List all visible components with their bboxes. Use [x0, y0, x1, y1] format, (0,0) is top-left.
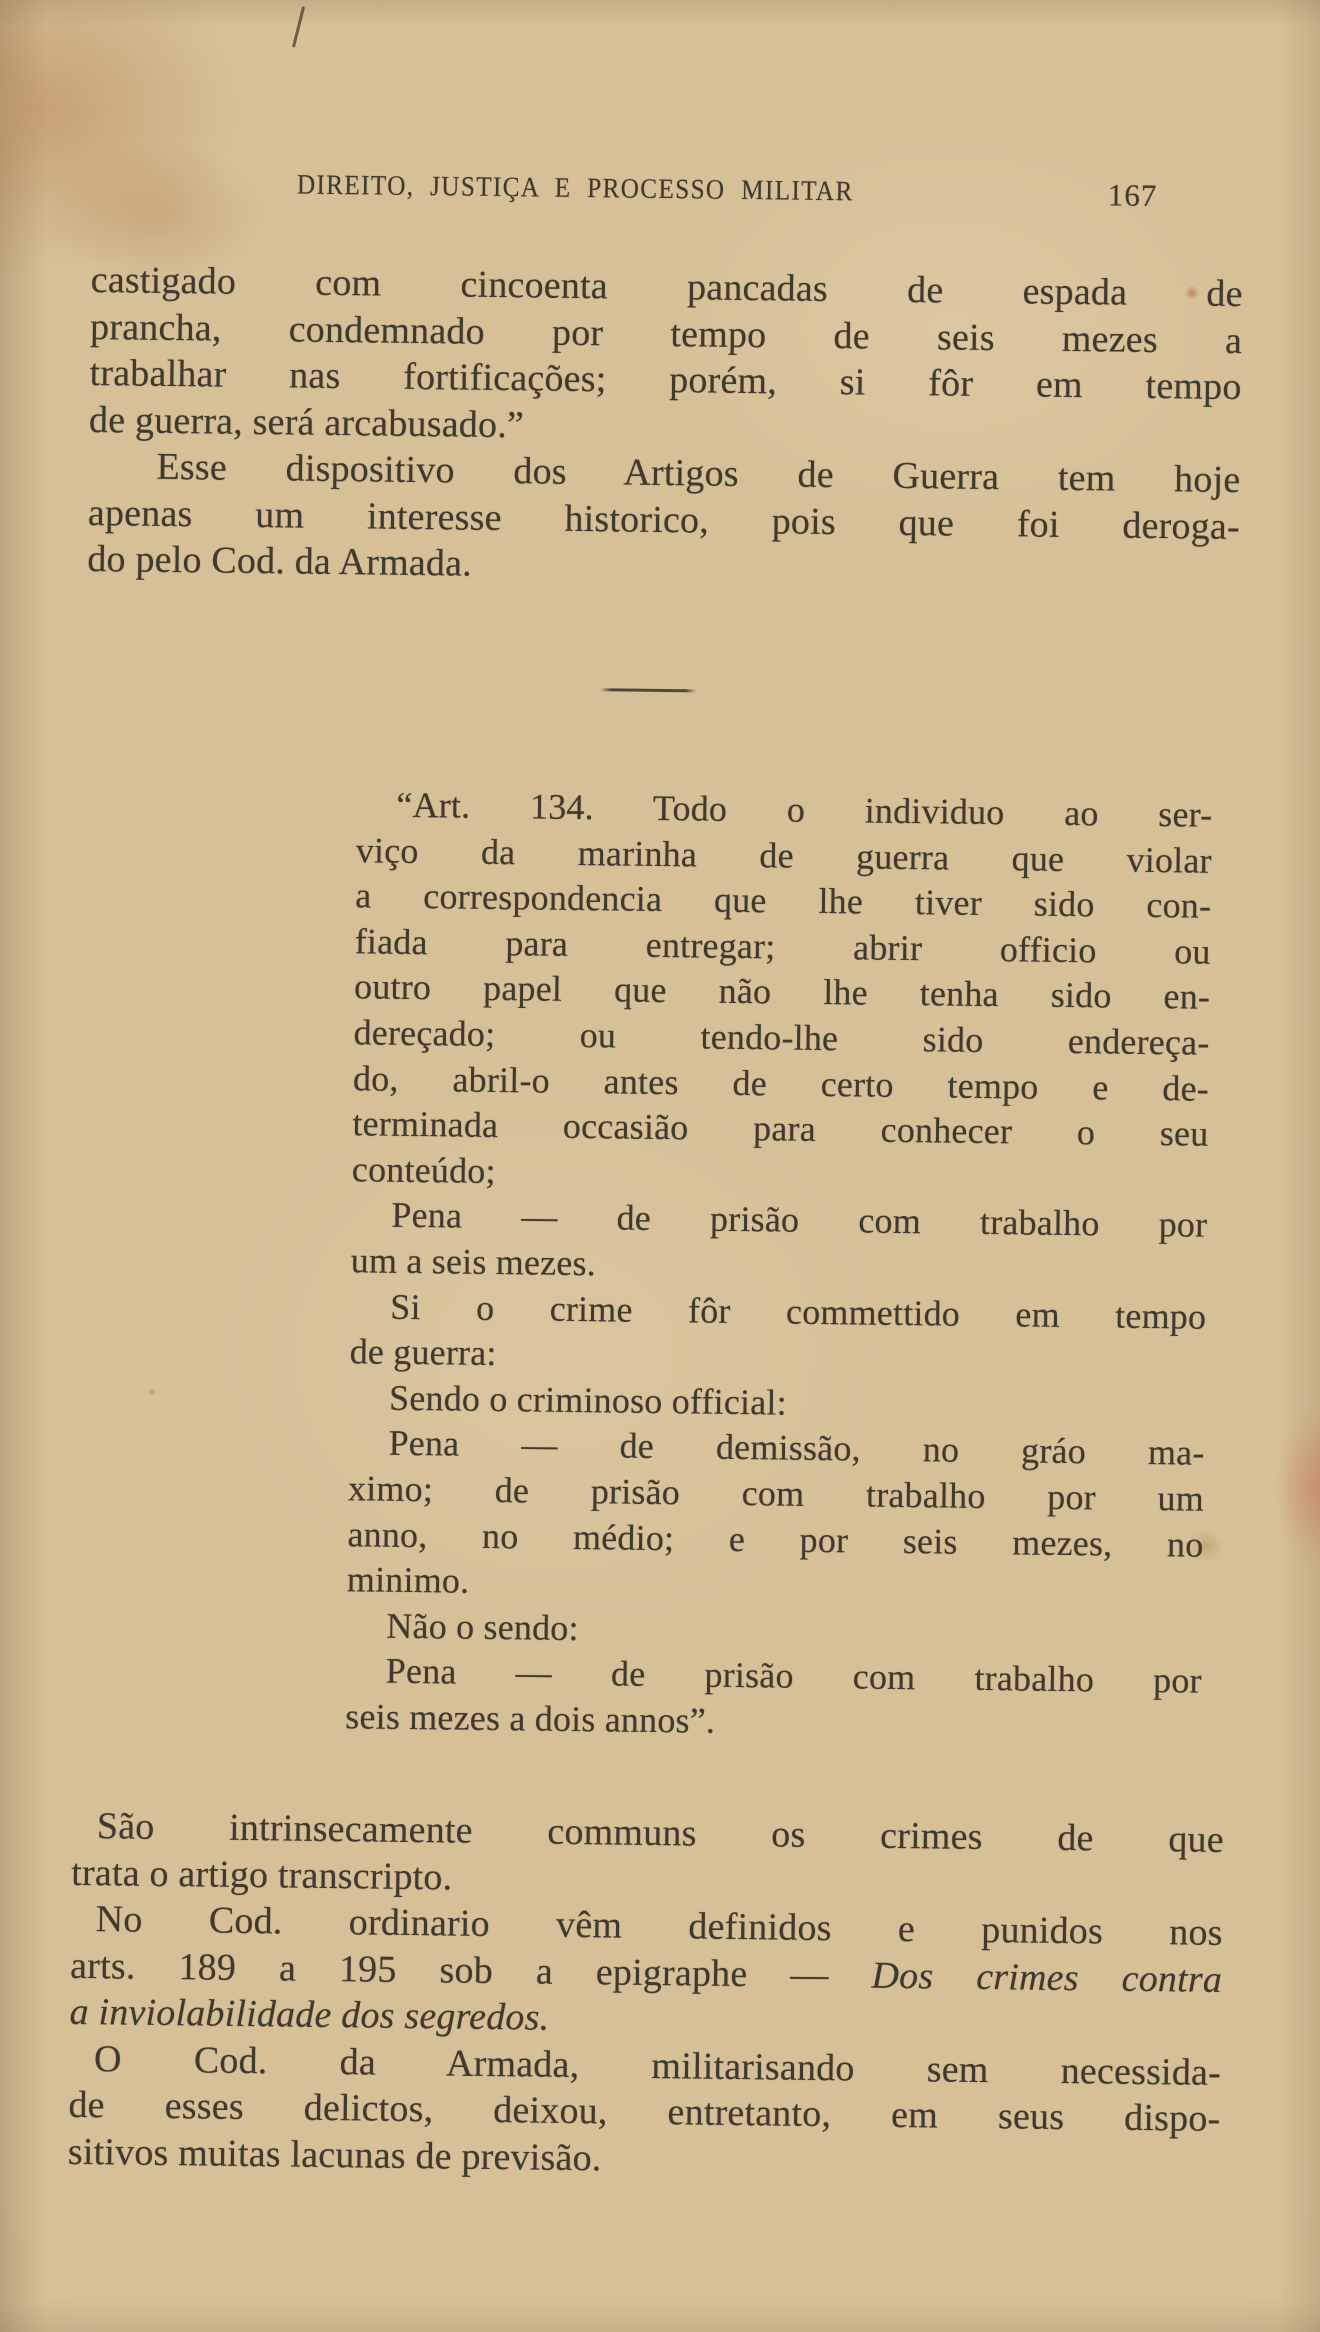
- text-line: Si o crime fôr commettido em tempo: [390, 1286, 1207, 1337]
- text-line: São intrinsecamente communs os crimes de que: [96, 1805, 1225, 1861]
- text-line: do, abril-o antes de certo tempo e de-: [352, 1057, 1210, 1109]
- text-run-italic: Dos crimes contra: [871, 1954, 1223, 2001]
- text-line: castigado com cincoenta pancadas de espada de: [90, 258, 1243, 316]
- paragraph: [68, 2035, 1222, 2189]
- body-text-top: [87, 257, 1243, 597]
- text-line: de guerra:: [349, 1331, 497, 1374]
- page-number: 167: [1107, 177, 1158, 214]
- text-line: O Cod. da Armada, militarisando sem necessida-: [93, 2037, 1222, 2094]
- text-run: arts. 189 a 195 sob a epigraphe —: [69, 1944, 872, 1997]
- text-line: de guerra, será arcabusado.”: [88, 398, 525, 446]
- text-line: de esses delictos, deixou, entretanto, em seus dispo-: [68, 2083, 1221, 2140]
- block-quote-art-134: [345, 782, 1213, 1750]
- paragraph: [89, 257, 1243, 457]
- text-line: outro papel que não lhe tenha sido en-: [353, 966, 1211, 1018]
- text-line: a inviolabilidade dos segredos.: [69, 1990, 550, 2039]
- text-line: Pena — de prisão com trabalho por: [391, 1195, 1208, 1246]
- text-line: conteúdo;: [351, 1148, 496, 1191]
- text-line: No Cod. ordinario vêm definidos e punidos nos: [95, 1898, 1223, 1954]
- text-line: anno, no médio; e por seis mezes, no: [347, 1513, 1204, 1565]
- text-line: a correspondencia que lhe tiver sido con-: [355, 875, 1212, 926]
- text-line: viço da marinha de guerra que violar: [355, 829, 1213, 881]
- text-line: apenas um interesse historico, pois que foi deroga-: [87, 491, 1241, 548]
- section-divider: [600, 688, 697, 692]
- text-line: Pena — de prisão com trabalho por: [385, 1650, 1202, 1701]
- text-line: trabalhar nas fortificações; porém, si fôr em tempo: [89, 351, 1242, 409]
- text-line: um a seis mezes.: [350, 1240, 597, 1284]
- text-line: prancha, condemnado por tempo de seis mezes a: [89, 305, 1243, 362]
- text-line: do pelo Cod. da Armada.: [87, 537, 473, 585]
- body-text-bottom: [68, 1803, 1224, 2189]
- paragraph: [69, 1896, 1223, 2050]
- running-header-title: DIREITO, JUSTIÇA E PROCESSO MILITAR: [296, 169, 854, 208]
- text-line: “Art. 134. Todo o individuo ao ser-: [396, 784, 1213, 835]
- paragraph: [71, 1803, 1224, 1910]
- paragraph: [87, 443, 1241, 597]
- text-line: Pena — de demissão, no gráo ma-: [388, 1423, 1205, 1473]
- text-line: sitivos muitas lacunas de previsão.: [67, 2130, 602, 2179]
- text-line: seis mezes a dois annos”.: [345, 1696, 716, 1741]
- text-line: Sendo o criminoso official:: [388, 1377, 788, 1423]
- text-line: fiada para entregar; abrir officio ou: [354, 921, 1211, 972]
- text-line: minimo.: [346, 1559, 470, 1601]
- text-line: dereçado; ou tendo-lhe sido endereça-: [353, 1012, 1210, 1063]
- text-line: Esse dispositivo dos Artigos de Guerra tem hoje: [156, 445, 1241, 502]
- text-line: ximo; de prisão com trabalho por um: [347, 1468, 1205, 1519]
- text-line: Não o sendo:: [386, 1605, 579, 1648]
- text-line: terminada occasião para conhecer o seu: [352, 1103, 1209, 1154]
- text-line: trata o artigo transcripto.: [71, 1851, 453, 1899]
